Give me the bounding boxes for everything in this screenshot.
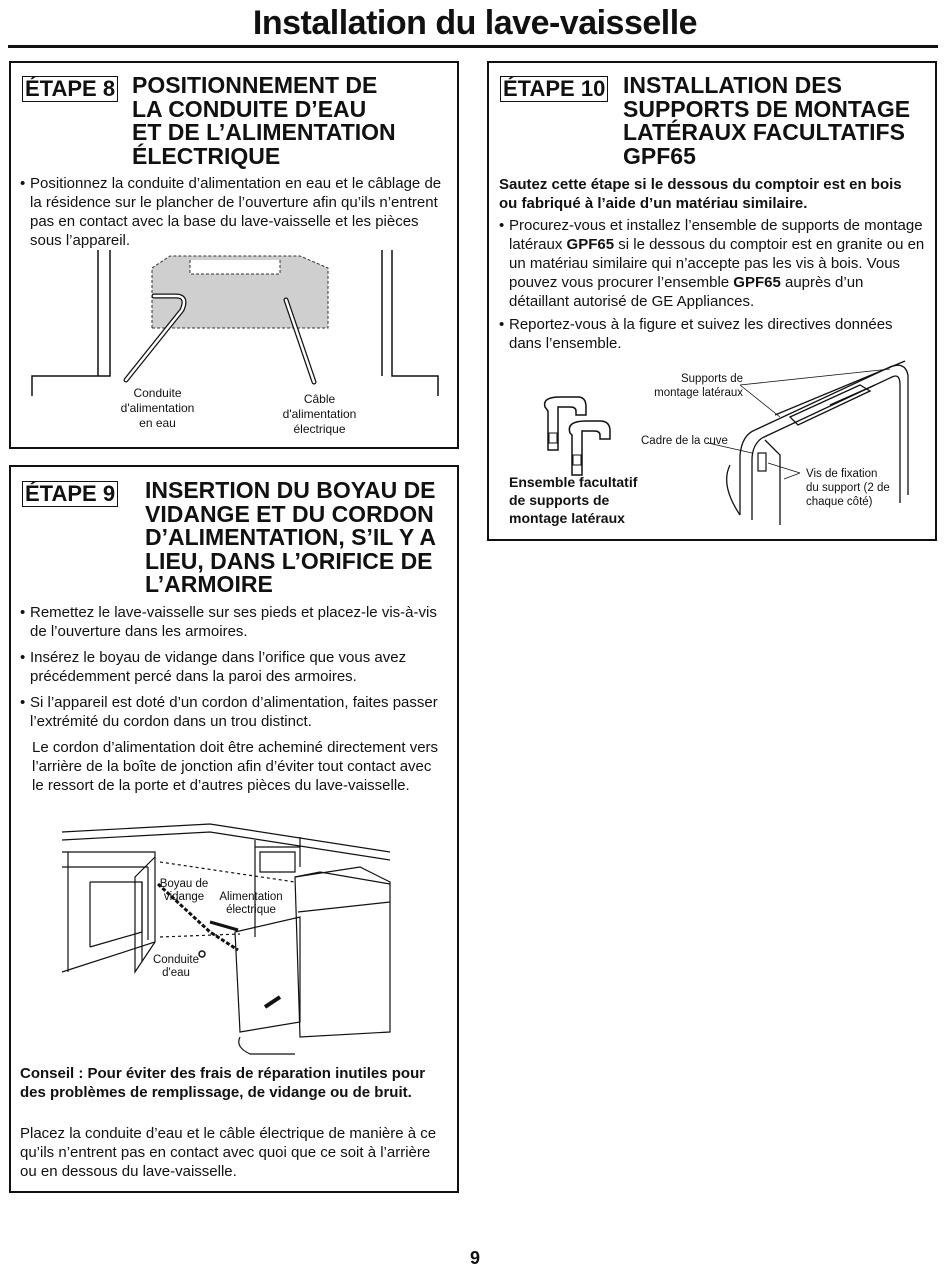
label-fixing-screws <box>806 467 916 509</box>
step9-note-text: Le cordon d’alimentation doit être acheminé directement vers l’arrière de la boîte de jonction afin d’éviter tout contact avec le ressort de la porte et d’autres pièces du lave-vaisselle. <box>32 739 439 794</box>
label-line: électrique <box>226 904 276 916</box>
step10-intro: Sautez cette étape si le dessous du comptoir est en bois ou fabriqué à l’aide d’un matériau similaire. <box>499 176 902 212</box>
label-line: montage latéraux <box>509 510 625 526</box>
step8-heading-line: POSITIONNEMENT DE <box>132 72 378 98</box>
step10-bullet-text <box>499 216 927 311</box>
label-line: de supports de <box>509 492 610 508</box>
label-line: Conduite <box>152 954 200 966</box>
step9-heading-line: INSERTION DU BOYAU DE <box>145 477 436 503</box>
step9-bullet-3 <box>20 693 445 731</box>
step9-tip-bold: Conseil : Pour éviter des frais de réparation inutiles pour des problèmes de remplissage, de vidange ou de bruit. <box>20 1065 426 1101</box>
step9-illustration <box>60 822 400 1057</box>
title-rule <box>8 45 938 48</box>
bracket-piece <box>569 421 610 475</box>
step9-heading <box>145 479 436 597</box>
text-run: si le dessous du comptoir est en granite ou en un matériau similaire qui n’accepte pas les vis à bois. Vous pouvez vous procurer l’ensemble <box>509 236 925 291</box>
bullet-glyph: • <box>20 694 26 711</box>
label-power-supply <box>214 891 288 917</box>
bullet-glyph: • <box>499 316 505 333</box>
label-drain-hose <box>152 878 216 904</box>
model-code: GPF65 <box>566 236 615 253</box>
bullet-glyph: • <box>20 604 26 621</box>
label-line: en eau <box>139 416 176 430</box>
step10-heading <box>623 74 910 168</box>
step10-heading-line: LATÉRAUX FACULTATIFS <box>623 119 905 145</box>
label-line: Ensemble facultatif <box>509 474 638 490</box>
page-number: 9 <box>469 1248 480 1268</box>
step10-bullet-2 <box>499 315 927 353</box>
label-line: du support (2 de <box>806 482 890 494</box>
step9-bullet-text: Si l’appareil est doté d’un cordon d’alimentation, faites passer l’extrémité du cordon dans un trou distinct. <box>30 694 438 730</box>
label-optional-kit <box>509 473 659 527</box>
power-cord <box>210 922 238 930</box>
label-power-cable <box>262 392 377 437</box>
page-title: Installation du lave-vaisselle <box>252 4 698 42</box>
step9-heading-line: D’ALIMENTATION, S’IL Y A <box>145 524 436 550</box>
step10-bullet-1 <box>499 216 927 311</box>
step10-tag: ÉTAPE 10 <box>500 76 608 102</box>
label-line: Supports de <box>680 373 743 385</box>
step10-heading-line: INSTALLATION DES <box>623 72 842 98</box>
text-run: Procurez-vous et installez l’ensemble de supports de montage latéraux <box>509 217 923 253</box>
step10-heading-line: SUPPORTS DE MONTAGE <box>623 95 911 122</box>
label-line: électrique <box>293 422 346 436</box>
step8-heading <box>132 74 396 168</box>
step8-illustration <box>30 248 440 398</box>
label-line: Câble <box>303 392 336 406</box>
label-side-supports <box>640 372 743 400</box>
label-line: Boyau de <box>159 878 209 890</box>
step9-heading-line: LIEU, DANS L’ORIFICE DE <box>145 547 433 574</box>
step9-bullet-2 <box>20 648 445 686</box>
bullet-glyph: • <box>20 175 26 192</box>
label-line: d'alimentation <box>120 401 195 415</box>
label-tub-frame: Cadre de la cuve <box>641 435 728 447</box>
bullet-glyph: • <box>20 649 26 666</box>
label-line: chaque côté) <box>806 496 873 508</box>
step9-heading-line: L’ARMOIRE <box>145 571 273 597</box>
step9-heading-line: VIDANGE ET DU CORDON <box>145 500 434 527</box>
step8-heading-line: LA CONDUITE D’EAU <box>132 95 367 122</box>
label-line: montage latéraux <box>654 387 743 399</box>
step9-tip-text: Placez la conduite d’eau et le câble électrique de manière à ce qu’ils n’entrent pas en contact avec quoi que ce soit à l’arrière ou en dessous du lave-vaisselle. <box>20 1125 437 1180</box>
label-line: Alimentation <box>219 891 283 903</box>
label-water-line <box>100 386 215 431</box>
label-water-pipe <box>148 954 204 980</box>
model-code: GPF65 <box>733 274 781 291</box>
step9-bullet-text: Remettez le lave-vaisselle sur ses pieds et placez-le vis-à-vis de l’ouverture dans les armoires. <box>30 604 437 640</box>
step8-heading-line: ET DE L’ALIMENTATION <box>132 119 396 145</box>
text-run: auprès d’un détaillant autorisé de GE Appliances. <box>509 274 864 310</box>
step8-tag: ÉTAPE 8 <box>22 76 118 102</box>
step8-bullet <box>20 174 450 250</box>
label-line: Conduite <box>133 386 182 400</box>
step8-heading-line: ÉLECTRIQUE <box>132 142 281 169</box>
step10-bullet-text: Reportez-vous à la figure et suivez les directives données dans l’ensemble. <box>509 316 893 352</box>
label-line: d'alimentation <box>282 407 357 421</box>
step9-bullet-1 <box>20 603 445 641</box>
step8-bullet-text: Positionnez la conduite d’alimentation en eau et le câblage de la résidence sur le plancher de l’ouverture afin qu’ils n’entrent pas en contact avec la base du lave-vaisselle et les pièces sous l’appareil. <box>30 175 442 249</box>
step10-heading-line: GPF65 <box>623 142 696 169</box>
step9-tag: ÉTAPE 9 <box>22 481 118 507</box>
label-line: d'eau <box>162 967 190 979</box>
label-line: Vis de fixation <box>806 468 878 480</box>
step9-note-paragraph <box>20 738 445 795</box>
step9-bullet-text: Insérez le boyau de vidange dans l’orifice que vous avez précédemment percé dans la paroi des armoires. <box>30 649 407 685</box>
water-connection <box>265 997 280 1007</box>
label-line: vidange <box>163 891 205 903</box>
bullet-glyph: • <box>499 217 505 234</box>
